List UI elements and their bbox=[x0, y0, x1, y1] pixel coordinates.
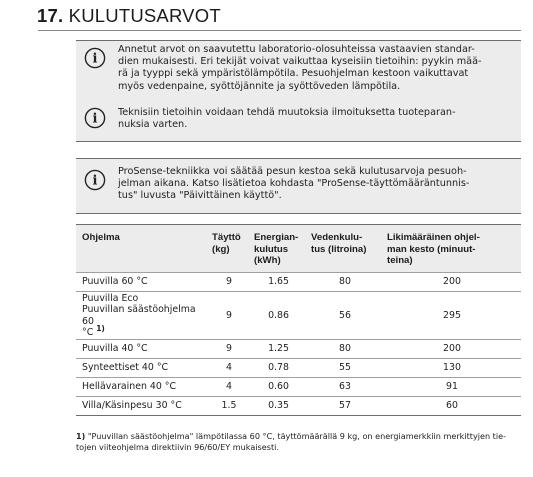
table-row bbox=[76, 292, 521, 340]
column-header-water: Vedenkulu- tus (litroina) bbox=[307, 225, 383, 273]
duration-value: 295 bbox=[383, 292, 521, 340]
load-value: 4 bbox=[208, 359, 250, 378]
note-line: tus" luvusta "Päivittäinen käyttö". bbox=[118, 190, 282, 202]
energy-value: 1.25 bbox=[250, 340, 307, 359]
energy-value: 0.60 bbox=[250, 378, 307, 397]
water-value: 63 bbox=[307, 378, 383, 397]
svg-text:i: i bbox=[92, 173, 98, 189]
svg-text:i: i bbox=[92, 111, 98, 127]
programme-name: Puuvilla Eco Puuvillan säästöohjelma 60 °C $^{1)}$ bbox=[76, 292, 208, 340]
load-value: 1.5 bbox=[208, 397, 250, 416]
duration-value: 60 bbox=[383, 397, 521, 416]
note-test-conditions bbox=[118, 44, 508, 93]
column-header-energy: Energian- kulutus (kWh) bbox=[250, 225, 307, 273]
water-value: 56 bbox=[307, 292, 383, 340]
energy-value: 0.78 bbox=[250, 359, 307, 378]
load-value: 4 bbox=[208, 378, 250, 397]
programme-name: Villa/Käsinpesu 30 °C bbox=[76, 397, 208, 416]
energy-value: 1.65 bbox=[250, 273, 307, 292]
water-value: 80 bbox=[307, 340, 383, 359]
note-line: dien mukaisesti. Eri tekijät voivat vaikuttaa kyseisiin tietoihin: pyykin mää- bbox=[118, 56, 482, 68]
column-header-load: Täyttö (kg) bbox=[208, 225, 250, 273]
note-line: rä ja tyyppi sekä ympäristölämpötila. Pesuohjelman kestoon vaikuttavat bbox=[118, 68, 469, 80]
note-technical-changes bbox=[118, 107, 508, 131]
duration-value: 91 bbox=[383, 378, 521, 397]
table-row bbox=[76, 273, 521, 292]
water-value: 55 bbox=[307, 359, 383, 378]
section-number: 17. bbox=[37, 5, 64, 26]
note-line: ProSense-tekniikka voi säätää pesun kestoa sekä kulutusarvoja pesuoh- bbox=[118, 166, 467, 177]
heading-rule bbox=[38, 30, 521, 31]
table-row bbox=[76, 359, 521, 378]
table-row bbox=[76, 397, 521, 416]
column-header-programme: Ohjelma bbox=[76, 225, 208, 273]
info-icon bbox=[84, 169, 106, 191]
load-value: 9 bbox=[208, 340, 250, 359]
water-value: 57 bbox=[307, 397, 383, 416]
programme-name: Puuvilla 60 °C bbox=[76, 273, 208, 292]
column-header-duration: Likimääräinen ohjel- man kesto (minuut- teina) bbox=[383, 225, 521, 273]
note-line: Teknisiin tietoihin voidaan tehdä muutoksia ilmoituksetta tuoteparan- bbox=[118, 107, 456, 118]
note-line: Annetut arvot on saavutettu laboratorio-olosuhteissa vastaavien standar- bbox=[118, 44, 475, 55]
section-title: KULUTUSARVOT bbox=[68, 5, 221, 26]
footnote-reference: 1) bbox=[96, 323, 105, 333]
info-icon bbox=[84, 47, 106, 69]
programme-name: Puuvilla 40 °C bbox=[76, 340, 208, 359]
info-notes-box bbox=[76, 40, 521, 142]
load-value: 9 bbox=[208, 292, 250, 340]
programme-name: Hellävarainen 40 °C bbox=[76, 378, 208, 397]
table-row bbox=[76, 378, 521, 397]
duration-value: 200 bbox=[383, 273, 521, 292]
section-heading bbox=[37, 5, 221, 27]
svg-text:i: i bbox=[92, 51, 98, 67]
duration-value: 200 bbox=[383, 340, 521, 359]
energy-value: 0.35 bbox=[250, 397, 307, 416]
note-prosense bbox=[118, 166, 508, 203]
water-value: 80 bbox=[307, 273, 383, 292]
note-line: myös vedenpaine, syöttöjännite ja syöttöveden lämpötila. bbox=[118, 80, 401, 92]
table-row bbox=[76, 340, 521, 359]
load-value: 9 bbox=[208, 273, 250, 292]
footnote bbox=[76, 431, 521, 454]
note-line: nuksia varten. bbox=[118, 119, 188, 131]
info-icon bbox=[84, 107, 106, 129]
note-line: jelman aikana. Katso lisätietoa kohdasta "ProSense-täyttömääräntunnis- bbox=[118, 178, 470, 190]
programme-name: Synteettiset 40 °C bbox=[76, 359, 208, 378]
table-header-row bbox=[76, 225, 521, 273]
consumption-table bbox=[76, 224, 521, 416]
footnote-text-line: tojen viiteohjelma direktiivin 96/60/EY mukaisesti. bbox=[76, 442, 279, 453]
duration-value: 130 bbox=[383, 359, 521, 378]
prosense-note-box bbox=[76, 158, 521, 214]
energy-value: 0.86 bbox=[250, 292, 307, 340]
footnote-text-line: "Puuvillan säästöohjelma" lämpötilassa 60 °C, täyttömäärällä 9 kg, on energiamerkkiin merkittyjen tie- bbox=[87, 431, 506, 441]
footnote-marker: 1) bbox=[76, 432, 86, 441]
